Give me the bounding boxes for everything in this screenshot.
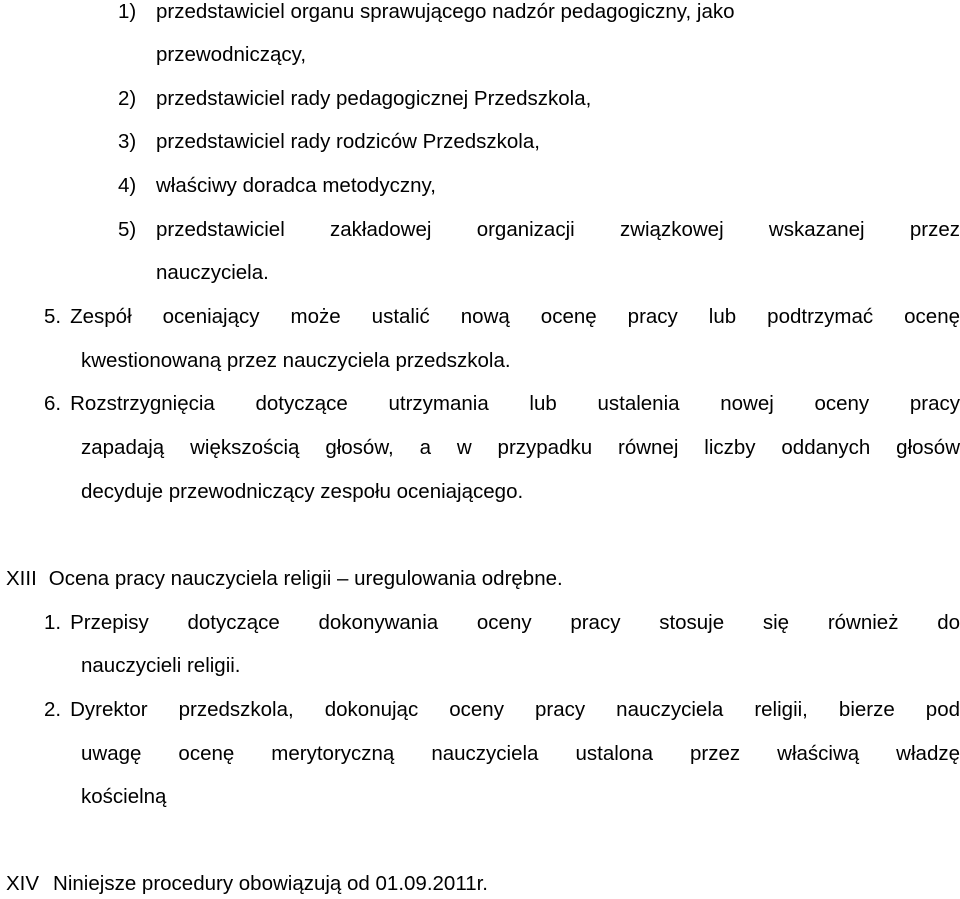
- section-number: XIII: [6, 567, 37, 590]
- point-continuation: uwagę ocenę merytoryczną nauczyciela ustalona przez właściwą władzę: [81, 742, 960, 765]
- list-item-number: 5): [118, 218, 137, 241]
- xiii-point-1: [44, 611, 960, 635]
- list-item-text: właściwy doradca metodyczny,: [156, 174, 436, 197]
- list-item-number: 4): [118, 174, 137, 197]
- section-title: Niniejsze procedury obowiązują od 01.09.2011r.: [53, 872, 489, 895]
- list-item: [118, 0, 735, 24]
- point-text: Dyrektor przedszkola, dokonując oceny pracy nauczyciela religii, bierze pod: [70, 698, 960, 721]
- point-number: 1.: [44, 611, 62, 634]
- section-title: Ocena pracy nauczyciela religii – uregulowania odrębne.: [48, 567, 563, 590]
- point-continuation: decyduje przewodniczący zespołu oceniającego.: [81, 480, 524, 503]
- list-item: [118, 174, 436, 198]
- point-number: 2.: [44, 698, 62, 721]
- point-continuation: zapadają większością głosów, a w przypadku równej liczby oddanych głosów: [81, 436, 960, 459]
- list-item: [118, 130, 540, 154]
- point-continuation: kościelną: [81, 785, 167, 808]
- list-item-text: przedstawiciel rady rodziców Przedszkola,: [156, 130, 540, 153]
- point-number: 5.: [44, 305, 62, 328]
- list-item-number: 3): [118, 130, 137, 153]
- list-item: [118, 87, 591, 111]
- point-number: 6.: [44, 392, 62, 415]
- section-heading-xiii: [6, 567, 563, 591]
- point-continuation: nauczycieli religii.: [81, 654, 241, 677]
- xiii-point-2: [44, 698, 960, 722]
- point-6: [44, 392, 960, 416]
- list-item-continuation: przewodniczący,: [156, 43, 307, 66]
- point-text: Przepisy dotyczące dokonywania oceny pracy stosuje się również do: [70, 611, 960, 634]
- list-item-number: 2): [118, 87, 137, 110]
- list-item-text: przedstawiciel zakładowej organizacji związkowej wskazanej przez: [156, 218, 960, 241]
- list-item: [118, 218, 960, 242]
- list-item-number: 1): [118, 0, 137, 23]
- point-5: [44, 305, 960, 329]
- list-item-continuation: nauczyciela.: [156, 261, 269, 284]
- list-item-text: przedstawiciel rady pedagogicznej Przedszkola,: [156, 87, 592, 110]
- section-heading-xiv: [6, 872, 488, 896]
- point-text: Rozstrzygnięcia dotyczące utrzymania lub ustalenia nowej oceny pracy: [70, 392, 960, 415]
- list-item-text: przedstawiciel organu sprawującego nadzór pedagogiczny, jako: [156, 0, 735, 23]
- section-number: XIV: [6, 872, 40, 895]
- point-text: Zespół oceniający może ustalić nową ocenę pracy lub podtrzymać ocenę: [70, 305, 960, 328]
- point-continuation: kwestionowaną przez nauczyciela przedszkola.: [81, 349, 511, 372]
